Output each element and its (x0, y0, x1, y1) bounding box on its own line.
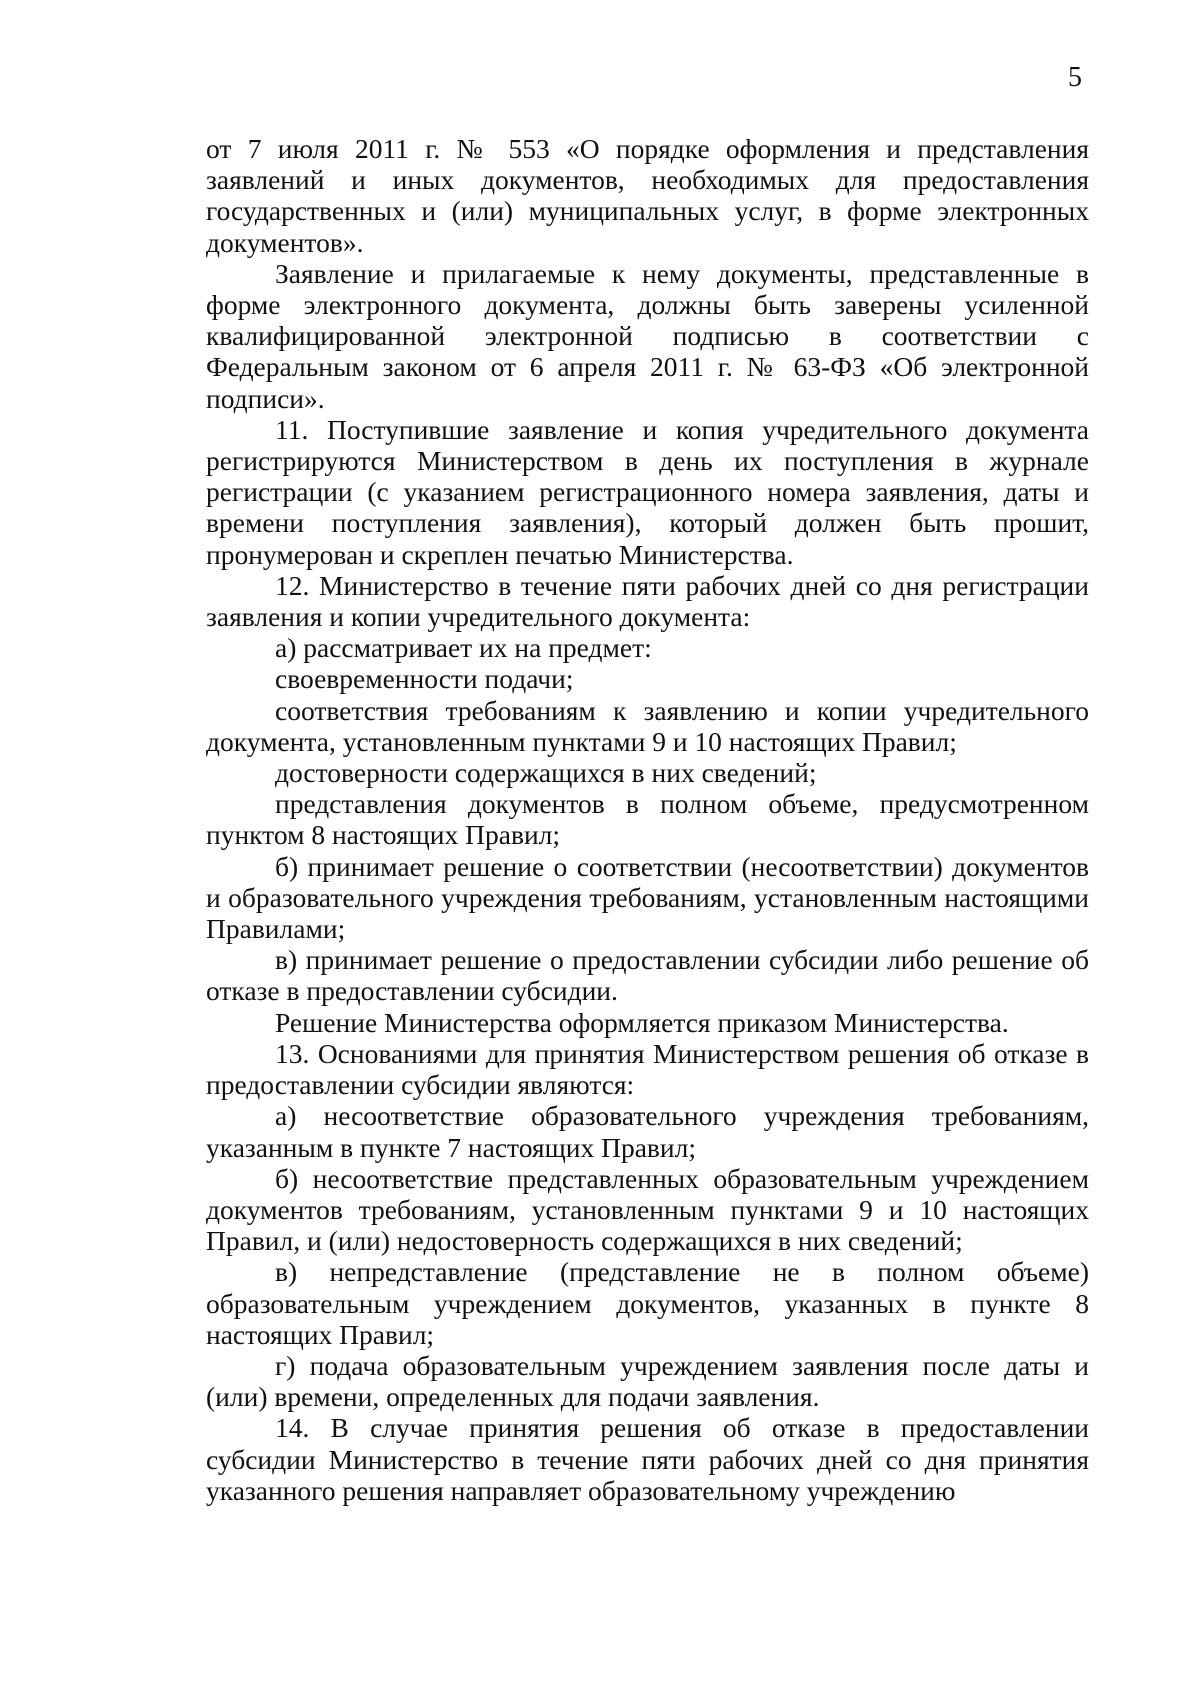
paragraph: а) рассматривает их на предмет: (275, 632, 652, 664)
paragraph: представления документов в полном объеме, предусмотренном пунктом 8 настоящих Правил; (206, 788, 1089, 851)
paragraph: в) непредставление (представление не в полном объеме) образовательным учреждением документов, указанных в пункте 8 настоящих Правил; (206, 1256, 1089, 1350)
document-body (206, 133, 1089, 1506)
paragraph: своевременности подачи; (275, 663, 574, 695)
paragraph: Решение Министерства оформляется приказом Министерства. (275, 1006, 1009, 1038)
paragraph: достоверности содержащихся в них сведений; (275, 757, 817, 789)
paragraph: б) принимает решение о соответствии (несоответствии) документов и образовательного учреждения требованиям, установленным настоящими Правилами; (206, 850, 1089, 945)
page-number: 5 (1068, 62, 1082, 93)
paragraph: от 7 июля 2011 г. № 553 «О порядке оформления и представления заявлений и иных документов, необходимых для предоставления государственных и (или) муниципальных услуг, в форме электронных документов». (206, 133, 1089, 258)
paragraph: а) несоответствие образовательного учреждения требованиям, указанным в пункте 7 настоящих Правил; (206, 1100, 1089, 1163)
paragraph: 14. В случае принятия решения об отказе в предоставлении субсидии Министерство в течение пяти рабочих дней со дня принятия указанного решения направляет образовательному учреждению (206, 1412, 1089, 1506)
paragraph: б) несоответствие представленных образовательным учреждением документов требованиям, установленным пунктами 9 и 10 настоящих Правил, и (или) недостоверность содержащихся в них сведений; (206, 1162, 1089, 1257)
paragraph: 12. Министерство в течение пяти рабочих дней со дня регистрации заявления и копии учредительного документа: (206, 569, 1089, 633)
paragraph: 11. Поступившие заявление и копия учредительного документа регистрируются Министерством в день их поступления в журнале регистрации (с указанием регистрационного номера заявления, даты и времени поступления заявления), который должен быть прошит, пронумерован и скреплен печатью Министерства. (206, 413, 1089, 570)
paragraph: г) подача образовательным учреждением заявления после даты и (или) времени, определенных для подачи заявления. (206, 1349, 1089, 1413)
paragraph: соответствия требованиям к заявлению и копии учредительного документа, установленным пунктами 9 и 10 настоящих Правил; (206, 694, 1089, 757)
paragraph: 13. Основаниями для принятия Министерством решения об отказе в предоставлении субсидии являются: (206, 1037, 1089, 1101)
paragraph: Заявление и прилагаемые к нему документы, представленные в форме электронного документа, должны быть заверены усиленной квалифицированной электронной подписью в соответствии с Федеральным законом от 6 апреля 2011 г. № 63-ФЗ «Об электронной подписи». (206, 257, 1089, 414)
paragraph: в) принимает решение о предоставлении субсидии либо решение об отказе в предоставлении субсидии. (206, 944, 1089, 1007)
